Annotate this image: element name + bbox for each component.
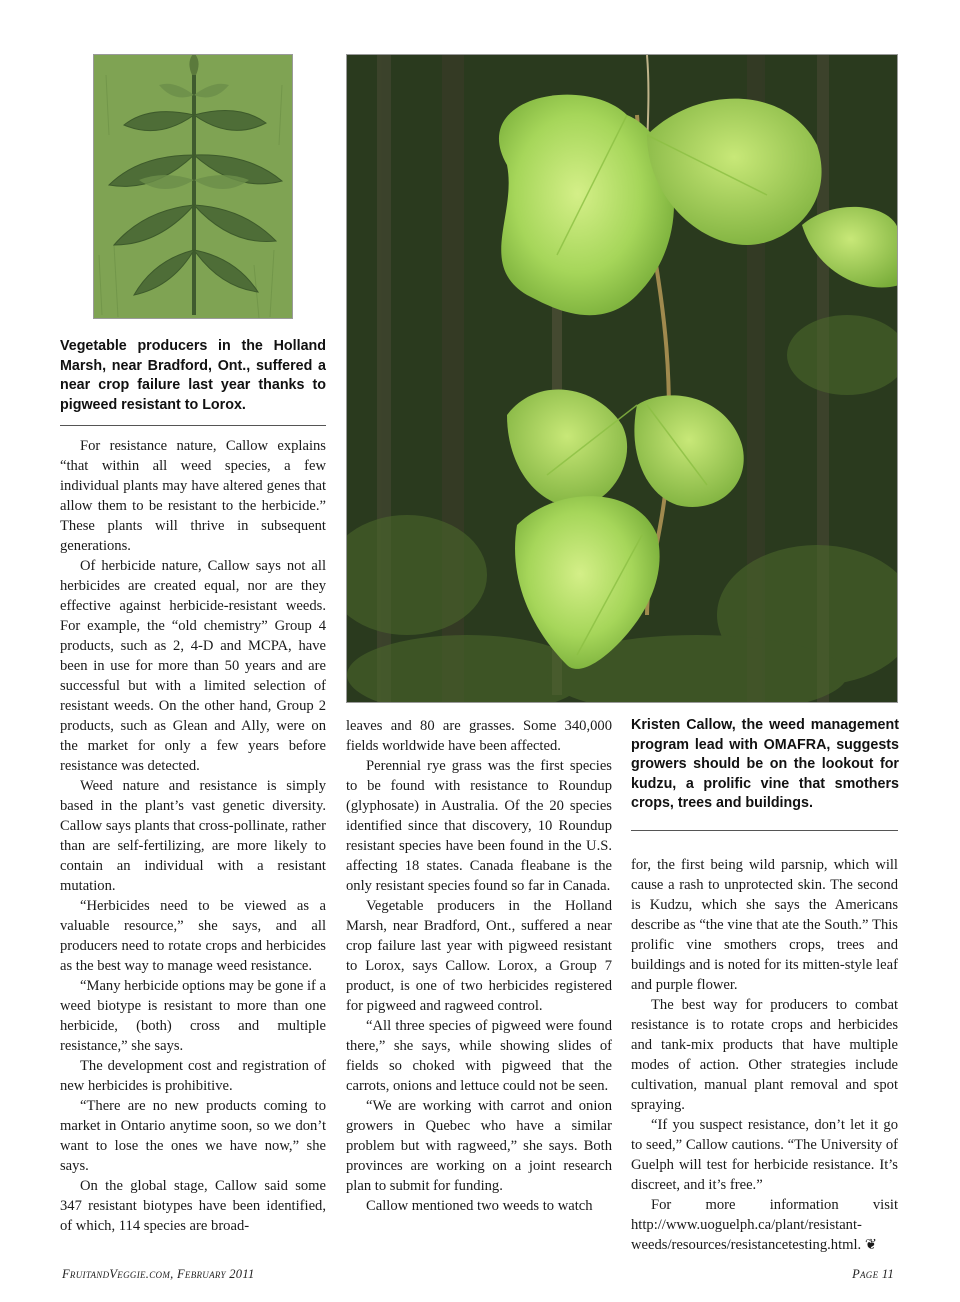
pigweed-photo-art: [94, 55, 293, 319]
paragraph: The development cost and registration of new herbicides is prohibitive.: [60, 1058, 326, 1094]
paragraph: leaves and 80 are grasses. Some 340,000 fields worldwide have been affected.: [346, 718, 612, 754]
paragraph: “We are working with carrot and onion growers in Quebec who have a similar problem but with ragweed,” she says. Both provinces are working on a joint research plan to submit for funding.: [346, 1098, 612, 1194]
article-column-left: [60, 436, 326, 1236]
paragraph: For resistance nature, Callow explains “that within all weed species, a few individual plants may have altered genes that allow them to be resistant to the herbicide.” These plants will thrive in subsequent generations.: [60, 438, 326, 554]
paragraph: Of herbicide nature, Callow says not all herbicides are created equal, nor are they effective against herbicide-resistant weeds. For example, the “old chemistry” Group 4 products, such as 2, 4-D and MCPA, have been in use for more than 50 years and are successful but with a limited selection of resistant weeds. On the other hand, Group 2 products, such as Glean and Ally, were on the market for only a few years before resistance was detected.: [60, 558, 326, 774]
paragraph: [631, 1195, 898, 1255]
paragraph: “All three species of pigweed were found there,” she says, while showing slides of fields so choked with pigweed that the carrots, onions and lettuce could not be seen.: [346, 1018, 612, 1094]
end-mark-icon: ❦: [864, 1237, 878, 1253]
paragraph: for, the first being wild parsnip, which will cause a rash to unprotected skin. The second is Kudzu, which she says the Americans describe as “the vine that ate the South.” This prolific vine smothers crops, trees and buildings and is noted for its mitten-style leaf and purple flower.: [631, 857, 898, 993]
article-column-right: [631, 855, 898, 1255]
paragraph: Callow mentioned two weeds to watch: [366, 1198, 593, 1214]
paragraph: Perennial rye grass was the first species to be found with resistance to Roundup (glyphosate) in Australia. Of the 20 species identified since that discovery, 10 Roundup resistant species have been found in the U.S. affecting 18 states. Canada fleabane is the only resistant species found so far in Canada.: [346, 758, 612, 894]
kudzu-photo: [346, 54, 898, 703]
footer-page-number: Page 11: [852, 1267, 894, 1281]
paragraph: Vegetable producers in the Holland Marsh, near Bradford, Ont., suffered a near crop failure last year with pigweed resistant to Lorox, says Callow. Lorox, a Group 7 product, is one of two herbicides registered for pigweed and ragweed control.: [346, 898, 612, 1014]
photo-caption-left: Vegetable producers in the Holland Marsh, near Bradford, Ont., suffered a near crop failure last year thanks to pigweed resistant to Lorox.: [60, 338, 326, 413]
article-column-middle: [346, 716, 612, 1216]
paragraph: “There are no new products coming to market in Ontario anytime soon, so we don’t want to lose the ones we have now,” she says.: [60, 1098, 326, 1174]
paragraph: On the global stage, Callow said some 347 resistant biotypes have been identified, of which, 114 species are broad-: [60, 1178, 326, 1234]
caption-divider-right: [631, 830, 898, 831]
paragraph: “If you suspect resistance, don’t let it go to seed,” Callow cautions. “The University of Guelph will test for herbicide resistance. It’s discreet, and it’s free.”: [631, 1117, 898, 1193]
caption-divider-left: [60, 425, 326, 426]
paragraph: Weed nature and resistance is simply based in the plant’s vast genetic diversity. Callow says plants that cross-pollinate, rather than are self-fertilizing, are more likely to contain an individual with a resistant mutation.: [60, 778, 326, 894]
paragraph: “Herbicides need to be viewed as a valuable resource,” she says, and all producers need to rotate crops and herbicides as the best way to manage weed resistance.: [60, 898, 326, 974]
footer-publication: FruitandVeggie.com, February 2011: [62, 1267, 255, 1281]
paragraph: “Many herbicide options may be gone if a weed biotype is resistant to more than one herbicide, (both) cross and multiple resistance,” she says.: [60, 978, 326, 1054]
kudzu-photo-art: [347, 55, 898, 703]
pigweed-photo: [93, 54, 293, 319]
paragraph: The best way for producers to combat resistance is to rotate crops and herbicides and tank-mix products that have multiple modes of action. Other strategies include cultivation, manual plant removal and spot spraying.: [631, 997, 898, 1113]
info-link-text: For more information visit http://www.uoguelph.ca/plant/resistant-weeds/resources/resistancetesting.html.: [631, 1197, 898, 1253]
photo-caption-right: Kristen Callow, the weed management program lead with OMAFRA, suggests growers should be on the lookout for kudzu, a prolific vine that smothers crops, trees and buildings.: [631, 717, 899, 812]
